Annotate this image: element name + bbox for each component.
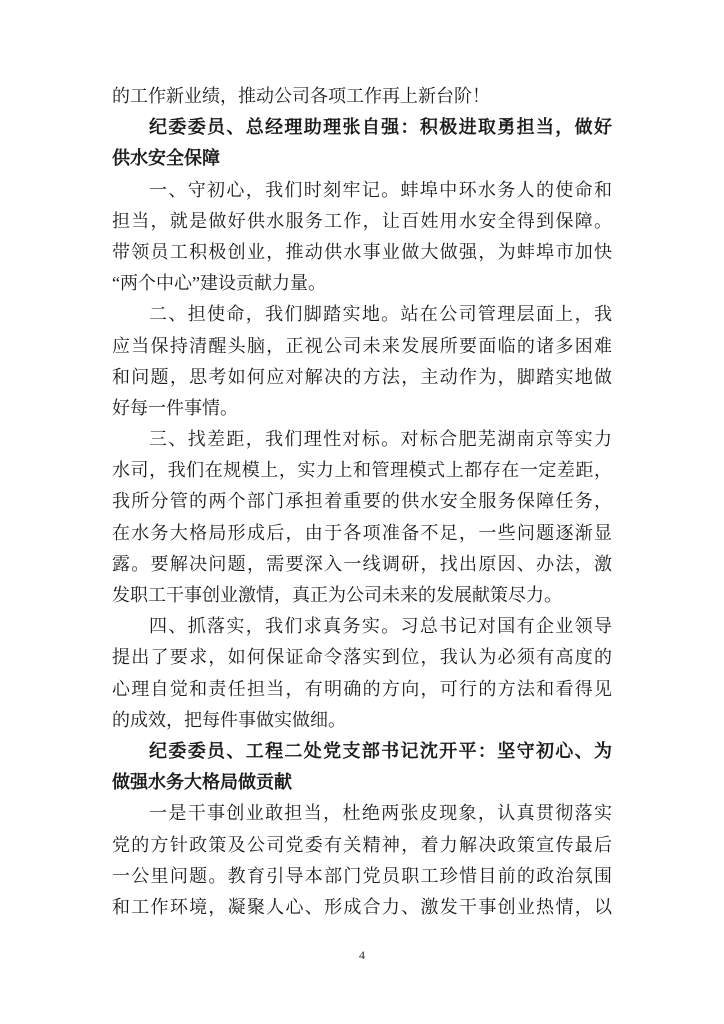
text-line: 担当，就是做好供水服务工作，让百姓用水安全得到保障。 [112, 210, 612, 231]
heading-line: 做强水务大格局做贡献 [112, 772, 292, 793]
text-line: 应当保持清醒头脑，正视公司未来发展所要面临的诸多困难 [112, 335, 612, 356]
text-line: 在水务大格局形成后，由于各项准备不足，一些问题逐渐显 [112, 522, 612, 543]
text-line: 我所分管的两个部门承担着重要的供水安全服务保障任务， [112, 491, 612, 512]
document-body [112, 81, 612, 923]
text-line: 水司，我们在规模上，实力上和管理模式上都存在一定差距， [112, 460, 612, 481]
heading-line: 纪委委员、总经理助理张自强：积极进取勇担当，做好 [149, 117, 612, 138]
text-line: 的工作新业绩，推动公司各项工作再上新台阶！ [112, 86, 490, 106]
text-line: 心理自觉和责任担当，有明确的方向，可行的方法和看得见 [112, 678, 612, 699]
text-line: 一、守初心，我们时刻牢记。蚌埠中环水务人的使命和 [149, 179, 612, 200]
text-line: 的成效，把每件事做实做细。 [112, 709, 346, 730]
text-line: 和问题，思考如何应对解决的方法，主动作为，脚踏实地做 [112, 366, 612, 387]
heading-line: 纪委委员、工程二处党支部书记沈开平：坚守初心、为 [149, 740, 612, 761]
text-line: “两个中心”建设贡献力量。 [112, 273, 326, 294]
text-line: 四、抓落实，我们求真务实。习总书记对国有企业领导 [149, 616, 612, 637]
text-line: 提出了要求，如何保证命令落实到位，我认为必须有高度的 [112, 647, 612, 668]
text-line: 露。要解决问题，需要深入一线调研，找出原因、办法，激 [112, 553, 612, 574]
heading-line: 供水安全保障 [112, 148, 220, 169]
text-line: 发职工干事创业激情，真正为公司未来的发展献策尽力。 [112, 585, 562, 605]
page-number: 4 [359, 948, 365, 962]
text-line: 好每一件事情。 [112, 397, 238, 418]
text-line: 二、担使命，我们脚踏实地。站在公司管理层面上，我 [149, 304, 612, 325]
text-line: 一是干事创业敢担当，杜绝两张皮现象，认真贯彻落实 [149, 803, 612, 824]
text-line: 三、找差距，我们理性对标。对标合肥芜湖南京等实力 [149, 429, 612, 450]
text-line: 党的方针政策及公司党委有关精神，着力解决政策宣传最后 [112, 834, 612, 855]
text-line: 带领员工积极创业，推动供水事业做大做强，为蚌埠市加快 [112, 241, 612, 262]
text-line: 一公里问题。教育引导本部门党员职工珍惜目前的政治氛围 [112, 865, 612, 886]
text-line: 和工作环境，凝聚人心、形成合力、激发干事创业热情，以 [112, 896, 612, 917]
